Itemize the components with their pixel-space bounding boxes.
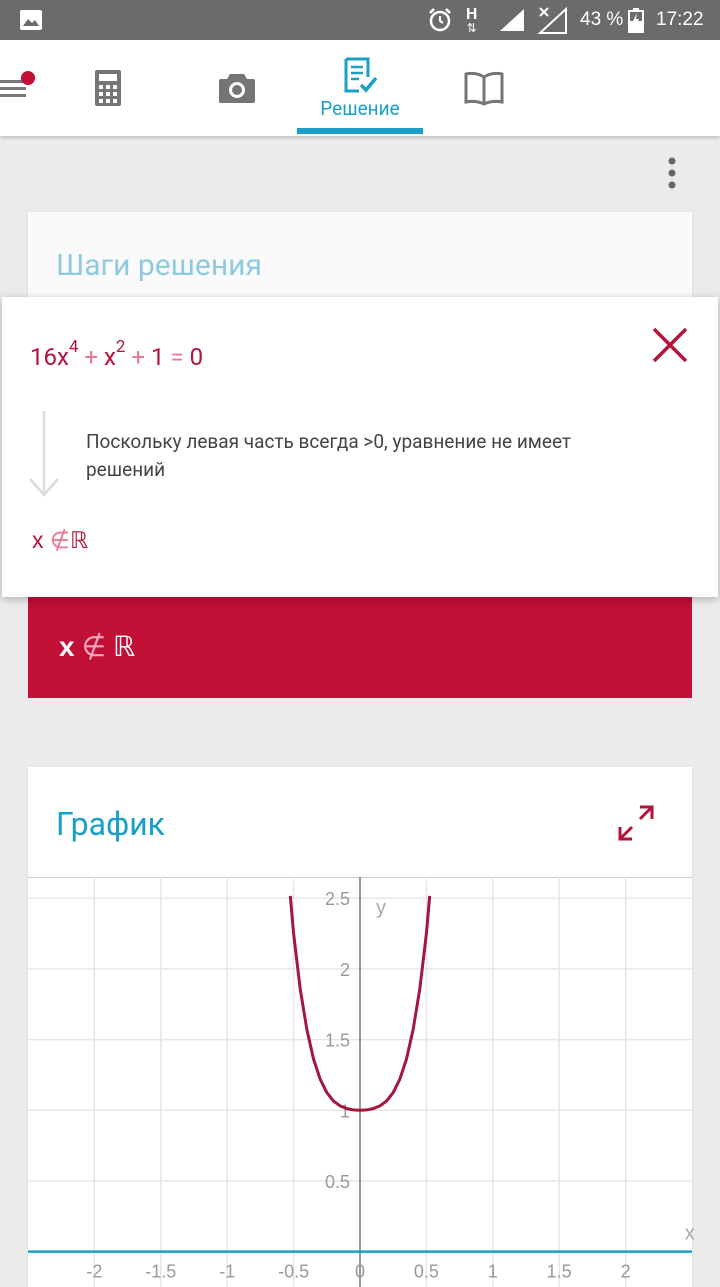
battery-icon bbox=[628, 0, 644, 40]
more-options-button[interactable] bbox=[662, 156, 682, 192]
function-graph[interactable] bbox=[28, 877, 695, 1287]
close-popup-button[interactable] bbox=[650, 325, 690, 365]
x-tick-label: -1 bbox=[219, 1261, 236, 1282]
result-notin-symbol: ∉ bbox=[81, 632, 106, 663]
result-band bbox=[28, 596, 692, 698]
data-arrows-icon: ⇅ bbox=[466, 21, 477, 35]
y-tick-label: 0.5 bbox=[324, 1171, 350, 1192]
y-axis-label: y bbox=[376, 897, 386, 920]
x-tick-label: -1.5 bbox=[145, 1261, 177, 1282]
eq-exponent: 4 bbox=[68, 337, 79, 357]
result-answer bbox=[59, 630, 135, 664]
graph-title: График bbox=[56, 805, 165, 843]
eq-coefficient: 16 bbox=[30, 343, 57, 371]
x-axis-label: x bbox=[684, 1222, 695, 1245]
x-tick-label: 1 bbox=[487, 1261, 498, 1282]
tab-solution-label: Решение bbox=[320, 96, 400, 120]
x-tick-label: 0.5 bbox=[413, 1261, 439, 1282]
y-tick-label: 1.5 bbox=[324, 1030, 350, 1051]
step-explanation: Поскольку левая часть всегда >0, уравнение не имеет решений bbox=[86, 430, 572, 481]
result-variable: x bbox=[59, 631, 75, 662]
eq-plus: + bbox=[84, 343, 99, 371]
network-type-indicator bbox=[466, 0, 477, 40]
step-answer bbox=[32, 527, 88, 554]
battery-percent: 43 % bbox=[580, 9, 624, 30]
camera-icon bbox=[218, 71, 256, 105]
book-icon bbox=[464, 70, 504, 106]
expand-graph-button[interactable] bbox=[616, 803, 656, 843]
tab-book[interactable] bbox=[452, 40, 516, 136]
result-set: ℝ bbox=[112, 632, 136, 663]
graph-card bbox=[28, 767, 695, 1287]
answer-set: ℝ bbox=[69, 527, 89, 553]
signal-no-service-icon bbox=[536, 0, 568, 40]
image-notification-icon bbox=[18, 0, 44, 40]
alarm-icon bbox=[426, 0, 454, 40]
eq-variable: x bbox=[103, 343, 116, 371]
step-detail-popup bbox=[2, 297, 718, 597]
step-arrow-down-icon bbox=[24, 409, 64, 499]
y-tick-label: 2 bbox=[339, 959, 350, 980]
top-tab-bar bbox=[0, 40, 720, 136]
eq-plus: + bbox=[131, 343, 146, 371]
eq-variable: x bbox=[56, 343, 69, 371]
status-bar bbox=[0, 0, 720, 40]
tab-camera[interactable] bbox=[204, 40, 270, 136]
x-tick-label: -2 bbox=[86, 1261, 103, 1282]
signal-icon bbox=[498, 0, 526, 40]
solution-icon bbox=[341, 57, 379, 95]
eq-equals: = bbox=[170, 343, 184, 371]
menu-icon bbox=[0, 68, 40, 108]
x-tick-label: 2 bbox=[620, 1261, 631, 1282]
steps-title: Шаги решения bbox=[56, 248, 262, 283]
answer-variable: x bbox=[32, 527, 44, 553]
y-tick-label: 1 bbox=[339, 1101, 350, 1122]
eq-exponent: 2 bbox=[115, 337, 126, 357]
expand-icon bbox=[616, 803, 656, 843]
answer-notin-symbol: ∉ bbox=[49, 527, 70, 553]
more-vert-icon bbox=[662, 156, 682, 192]
network-type-label: H bbox=[466, 4, 478, 23]
eq-constant: 1 bbox=[150, 343, 165, 371]
clock-time: 17:22 bbox=[656, 9, 704, 30]
x-tick-label: -0.5 bbox=[278, 1261, 310, 1282]
y-tick-label: 2.5 bbox=[324, 889, 350, 910]
tab-solution[interactable] bbox=[297, 40, 423, 136]
eq-rhs: 0 bbox=[189, 343, 204, 371]
x-tick-label: 0 bbox=[354, 1261, 366, 1282]
close-icon bbox=[650, 325, 690, 365]
tab-calculator[interactable] bbox=[76, 40, 140, 136]
active-tab-indicator bbox=[297, 128, 423, 134]
x-tick-label: 1.5 bbox=[546, 1261, 572, 1282]
calculator-icon bbox=[93, 68, 123, 108]
menu-button[interactable] bbox=[0, 40, 40, 136]
equation bbox=[30, 337, 204, 371]
